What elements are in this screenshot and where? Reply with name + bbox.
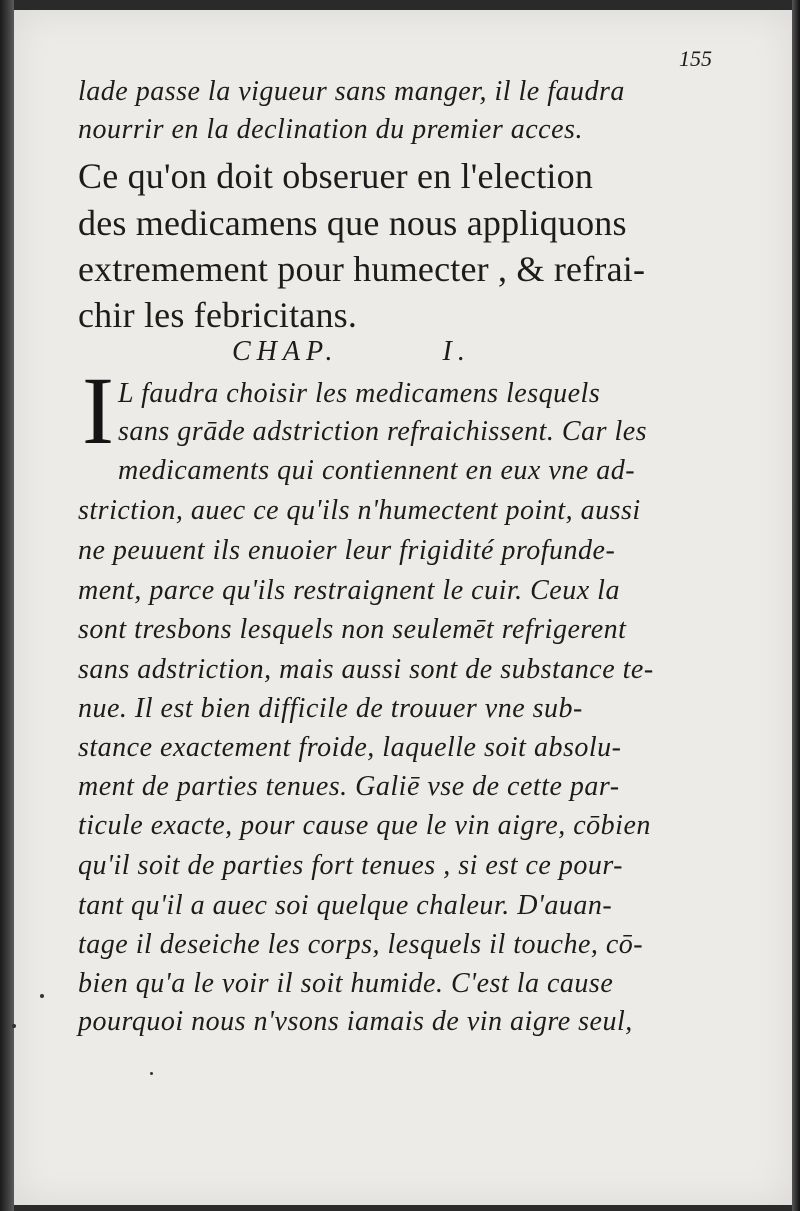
body-line-10: stance exactement froide, laquelle soit absolu-	[78, 732, 622, 763]
drop-cap: I	[82, 357, 114, 464]
body-line-8: sans adstriction, mais aussi sont de substance te-	[78, 654, 654, 685]
title-line-3: extremement pour humecter , & refrai-	[78, 249, 646, 289]
body-line-7: sont tresbons lesquels non seulemēt refrigerent	[78, 614, 627, 645]
page-right-edge	[792, 0, 800, 1211]
body-line-4: striction, auec ce qu'ils n'humectent point, aussi	[78, 495, 641, 526]
top-line-2: nourrir en la declination du premier acces.	[78, 114, 583, 145]
title-line-1: Ce qu'on doit obseruer en l'election	[78, 156, 594, 196]
body-line-3: medicaments qui contiennent en eux vne ad-	[118, 455, 636, 486]
body-line-14: tant qu'il a auec soi quelque chaleur. D'auan-	[78, 890, 613, 921]
body-line-9: nue. Il est bien difficile de trouuer vne sub-	[78, 693, 583, 724]
title-line-4: chir les febricitans.	[78, 295, 358, 335]
ink-speck	[12, 1024, 16, 1028]
body-line-6: ment, parce qu'ils restraignent le cuir. Ceux la	[78, 575, 620, 606]
body-line-11: ment de parties tenues. Galiē vse de cette par-	[78, 771, 620, 802]
body-line-5: ne peuuent ils enuoier leur frigidité profunde-	[78, 535, 616, 566]
book-gutter-edge	[0, 0, 14, 1211]
chapter-heading: CHAP. I.	[232, 336, 471, 367]
body-line-12: ticule exacte, pour cause que le vin aigre, cōbien	[78, 810, 651, 841]
page-number: 155	[679, 46, 712, 71]
ink-speck	[150, 1072, 153, 1075]
body-line-16: bien qu'a le voir il soit humide. C'est la cause	[78, 968, 614, 999]
title-line-2: des medicamens que nous appliquons	[78, 203, 627, 243]
body-line-13: qu'il soit de parties fort tenues , si est ce pour-	[78, 850, 623, 881]
top-line-1: lade passe la vigueur sans manger, il le faudra	[78, 76, 625, 107]
body-line-1: L faudra choisir les medicamens lesquels	[118, 378, 601, 409]
body-line-17: pourquoi nous n'vsons iamais de vin aigre seul,	[78, 1006, 633, 1037]
body-line-2: sans grāde adstriction refraichissent. Car les	[118, 416, 648, 447]
body-line-15: tage il deseiche les corps, lesquels il touche, cō-	[78, 929, 644, 960]
ink-speck	[40, 994, 44, 998]
